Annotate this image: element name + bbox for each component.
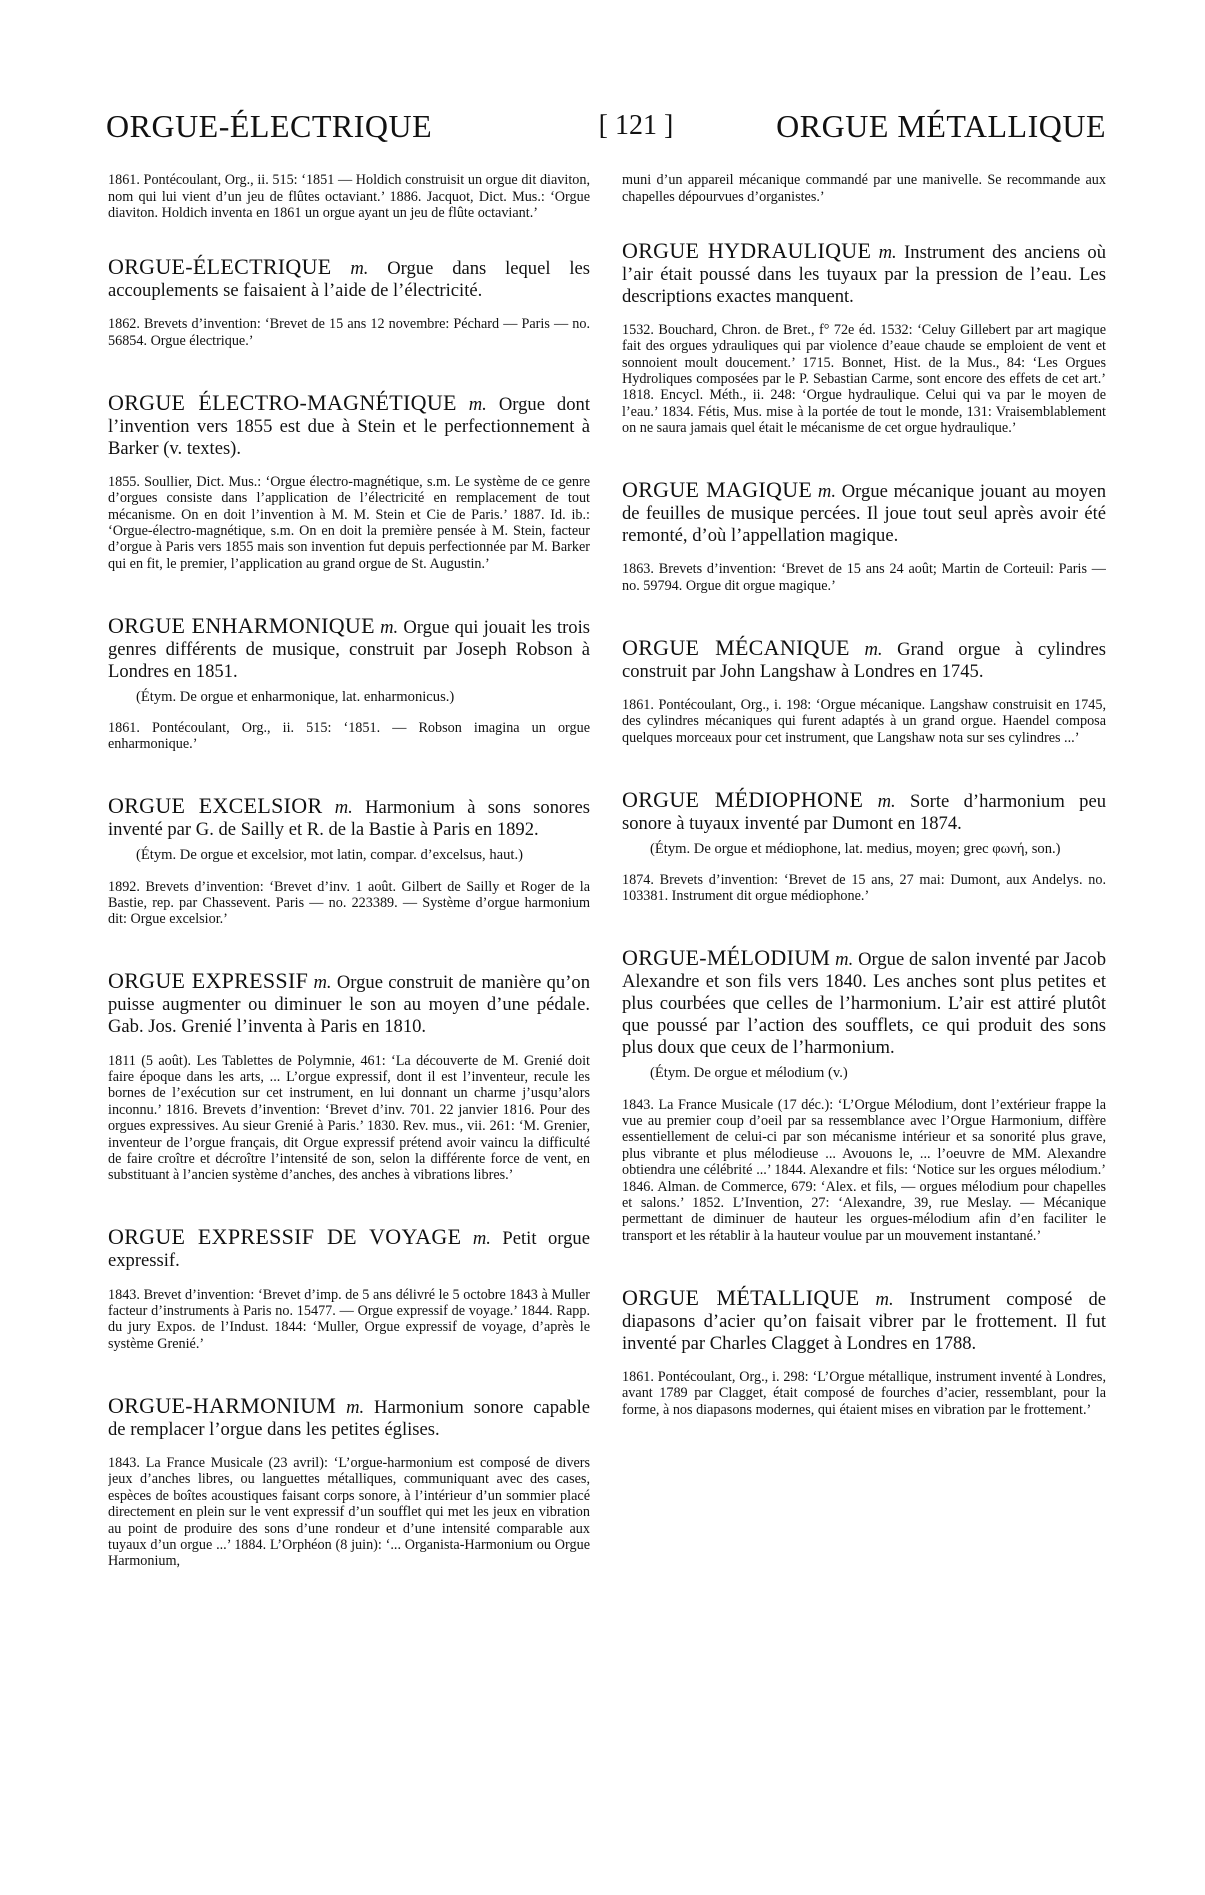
part-of-speech: m. (380, 616, 399, 638)
entry-definition: Orgue mécanique jouant au moyen de feuilles de musique percées. Il joue tout seul après avoir été remonté, d’où l’appellation magique. (622, 481, 1106, 547)
part-of-speech: m. (334, 797, 353, 819)
entry-citation: 1892. Brevets d’invention: ‘Brevet d’inv. 1 août. Gilbert de Sailly et Roger de la Bastie, rep. par Chassevent. Paris — no. 223389. — Système d’orgue harmonium dit: Orgue excelsior.’ (108, 878, 590, 928)
entry-definition: Grand orgue à cylindres construit par John Langshaw à Londres en 1745. (622, 638, 1106, 682)
header-last-entry: ORGUE MÉTALLIQUE (776, 108, 1106, 144)
entry-definition: Harmonium sonore capable de remplacer l’orgue dans les petites églises. (108, 1396, 590, 1440)
entry-definition: Orgue construit de manière qu’on puisse augmenter ou diminuer le son au moyen d’une pédale. Gab. Jos. Grenié l’inventa à Paris en 1810. (108, 972, 590, 1038)
part-of-speech: m. (877, 790, 896, 812)
entry-orgue-excelsior (108, 795, 590, 927)
part-of-speech: m. (835, 949, 854, 971)
entry-citation: 1843. La France Musicale (17 déc.): ‘L’Orgue Mélodium, dont l’extérieur frappe la vue au premier coup d’oeil par sa ressemblance avec l’Orgue Harmonium, diffère essentiellement de celui-ci par son mécanisme intérieur et sa sonorité plus grave, plus vibrante et plus mélodieuse ... Avouons le, ... l’oeuvre de MM. Alexandre obtiendra une célébrité ...’ 1844. Alexandre et fils: ‘Notice sur les orgues mélodium.’ 1846. Alman. de Commerce, 679: ‘Alex. et fils, — orgues mélodium pour chapelles et salons.’ 1852. L’Invention, 27: ‘Alexandre, 39, rue Meslay. — Mécanique permettant de diminuer de hauteur les orgues-mélodium afin d’en faciliter le transport et les rétablir à la hauteur voulue par un mouvement instantané.’ (622, 1096, 1106, 1244)
entry-orgue-electro-magnetique (108, 389, 590, 573)
entry-orgue-harmonium (108, 1392, 590, 1570)
entry-definition: Sorte d’harmonium peu sonore à tuyaux inventé par Dumont en 1874. (622, 790, 1106, 834)
running-header (106, 108, 1106, 152)
entry-citation: 1861. Pontécoulant, Org., i. 298: ‘L’Orgue métallique, instrument inventé à Londres, avant 1789 par Clagget, était composé de fourches d’acier, ressemblant, pour la forme, à nos diapasons modernes, qui étaient mises en vibration par le frottement.’ (622, 1369, 1106, 1418)
entry-headword: ORGUE MÉDIOPHONE (622, 786, 864, 812)
entry-citation: 1532. Bouchard, Chron. de Bret., f° 72e éd. 1532: ‘Celuy Gillebert par art magique fait des orgues ydrauliques qui par violence d’eaue chaude se emploient de vent et sonnoient moult doucement.’ 1715. Bonnet, Hist. de la Mus., 84: ‘Les Orgues Hydroliques composées par le P. Sebastian Carme, sont encore des effets de cet art.’ 1818. Encycl. Méth., ii. 248: ‘Orgue hydraulique. Celui qui va par le moyen de l’eau.’ 1834. Fétis, Mus. mise à la portée de tout le monde, 131: Vraisemblablement on ne saura jamais quel était le mécanisme de cet orgue hydraulique.’ (622, 321, 1106, 437)
entry-headword: ORGUE MÉTALLIQUE (622, 1284, 860, 1310)
part-of-speech: m. (817, 481, 836, 503)
entry-definition: Orgue de salon inventé par Jacob Alexandre et son fils vers 1840. Les anches sont plus petites et plus courbées que celles de l’harmonium. L’air est attiré plutôt que poussé par l’action des soufflets, ce qui produit des sons plus doux que ceux de l’harmonium. (622, 949, 1106, 1059)
entry-citation: 1811 (5 août). Les Tablettes de Polymnie, 461: ‘La découverte de M. Grenié doit faire époque dans les arts, ... L’orgue expressif, dont il est l’inventeur, recule les bornes de l’exécution sur cet instrument, en lui donnant un charme j’usqu’alors inconnu.’ 1816. Brevets d’invention: ‘Brevet d’inv. 701. 22 janvier 1816. Pour des orgues expressives. Au sieur Grenié à Paris.’ 1830. Rev. mus., vii. 261: ‘M. Grenier, inventeur de l’orgue français, dit Orgue expressif prétend avoir vaincu la difficulté de faire croître et décroître l’intensité de son, selon la différente force de vent, en substituant à l’ancien système d’anches, des anches à vibrations libres.’ (108, 1052, 590, 1184)
entry-etymology: (Étym. De orgue et médiophone, lat. medius, moyen; grec φωνή, son.) (650, 840, 1061, 857)
entry-citation: 1862. Brevets d’invention: ‘Brevet de 15 ans 12 novembre: Péchard — Paris — no. 56854. Orgue électrique.’ (108, 316, 590, 349)
part-of-speech: m. (346, 1396, 365, 1418)
entry-orgue-expressif (108, 970, 590, 1183)
entry-headword: ORGUE EXCELSIOR (108, 793, 323, 819)
entry-headword: ORGUE HYDRAULIQUE (622, 237, 872, 263)
entry-definition: Harmonium à sons sonores inventé par G. de Sailly et R. de la Bastie à Paris en 1892. (108, 797, 590, 841)
entry-orgue-magique (622, 479, 1106, 594)
entry-headword: ORGUE ENHARMONIQUE (108, 612, 375, 638)
entry-orgue-hydraulique (622, 237, 1106, 437)
entry-citation: 1843. La France Musicale (23 avril): ‘L’orgue-harmonium est composé de divers jeux d’anches libres, ou languettes métalliques, communiquant avec des cases, espèces de boîtes acoustiques faisant corps sonore, à l’intérieur d’un sommier placé directement en plein sur le vent expressif d’un soufflet qui met les jeux en vibration au point de produire des sons d’une rondeur et d’une intensité comparable aux tuyaux d’un orgue ...’ 1884. L’Orphéon (8 juin): ‘... Organista-Harmonium ou Orgue Harmonium, (108, 1455, 590, 1570)
entry-citation: 1874. Brevets d’invention: ‘Brevet de 15 ans, 27 mai: Dumont, aux Andelys. no. 103381. Instrument dit orgue médiophone.’ (622, 872, 1106, 905)
entry-etymology: (Étym. De orgue et mélodium (v.) (650, 1065, 848, 1082)
part-of-speech: m. (313, 972, 332, 994)
left-column (108, 158, 590, 1878)
entry-definition: Orgue dans lequel les accouplements se faisaient à l’aide de l’électricité. (108, 258, 590, 301)
part-of-speech: m. (350, 258, 369, 279)
entry-orgue-enharmonique (108, 612, 590, 753)
entry-headword: ORGUE-MÉLODIUM (622, 945, 831, 971)
continued-citation: muni d’un appareil mécanique commandé par une manivelle. Se recommande aux chapelles dépourvues d’organistes.’ (622, 172, 1106, 205)
entry-headword: ORGUE-HARMONIUM (108, 1392, 337, 1418)
entry-definition: Instrument composé de diapasons d’acier qu’on faisait vibrer par le frottement. Il fut inventé par Charles Clagget à Londres en 1788. (622, 1288, 1106, 1354)
entry-orgue-metallique (622, 1284, 1106, 1418)
right-column (622, 158, 1106, 1878)
entry-orgue-expressif-de-voyage (108, 1226, 590, 1352)
entry-citation: 1861. Pontécoulant, Org., i. 198: ‘Orgue mécanique. Langshaw construisit en 1745, des cylindres mécaniques qui furent adaptés à un grand orgue. Haendel composa quelques morceaux pour cet instrument, que Langshaw nota sur ses cylindres ...’ (622, 697, 1106, 746)
entry-orgue-mecanique (622, 634, 1106, 746)
continued-citation: 1861. Pontécoulant, Org., ii. 515: ‘1851 — Holdich construisit un orgue dit diaviton, nom qui lui vient d’un jeu de flûtes octaviant.’ 1886. Jacquot, Dict. Mus.: ‘Orgue diaviton. Holdich inventa en 1861 un orgue ayant un jeu de flûte octaviant.’ (108, 172, 590, 221)
part-of-speech: m. (878, 241, 897, 263)
entry-citation: 1855. Soullier, Dict. Mus.: ‘Orgue électro-magnétique, s.m. Le système de ce genre d’orgues consiste dans l’application de l’électricité en remplacement de tout mécanisme. On en doit l’invention à M. M. Stein et Cie de Paris.’ 1887. Id. ib.: ‘Orgue-électro-magnétique, s.m. On en doit la première pensée à M. Stein, facteur d’orgue à Paris vers 1855 mais son invention fut depuis perfectionnée par M. Barker qui en fit, le premier, l’application au grand orgue de St. Augustin.’ (108, 473, 590, 572)
entry-citation: 1843. Brevet d’invention: ‘Brevet d’imp. de 5 ans délivré le 5 octobre 1843 à Muller facteur d’instruments à Paris no. 15477. — Orgue expressif de voyage.’ 1844. Rapp. du jury Expos. de l’Indust. 1844: ‘Muller, Orgue expressif de voyage, d’après le système Grenié.’ (108, 1286, 590, 1352)
page-number: [ 121 ] (598, 110, 674, 141)
header-first-entry: ORGUE-ÉLECTRIQUE (106, 108, 433, 144)
entry-definition: Orgue qui jouait les trois genres différents de musique, construit par Joseph Robson à Londres en 1851. (108, 616, 590, 682)
part-of-speech: m. (864, 638, 883, 660)
part-of-speech: m. (472, 1228, 491, 1250)
entry-orgue-mediophone (622, 786, 1106, 905)
entry-etymology: (Étym. De orgue et excelsior, mot latin, compar. d’excelsus, haut.) (136, 847, 523, 864)
entry-orgue-melodium (622, 947, 1106, 1244)
entry-headword: ORGUE MAGIQUE (622, 477, 813, 503)
part-of-speech: m. (468, 393, 487, 415)
entry-headword: ORGUE EXPRESSIF DE VOYAGE (108, 1224, 462, 1250)
entry-etymology: (Étym. De orgue et enharmonique, lat. enharmonicus.) (136, 688, 455, 705)
entry-headword: ORGUE MÉCANIQUE (622, 634, 850, 660)
entry-definition: Orgue dont l’invention vers 1855 est due à Stein et le perfectionnement à Barker (v. textes). (108, 393, 590, 459)
entry-orgue-electrique (108, 256, 590, 349)
entry-headword: ORGUE ÉLECTRO-MAGNÉTIQUE (108, 389, 457, 415)
entry-headword: ORGUE EXPRESSIF (108, 968, 309, 994)
entry-headword: ORGUE-ÉLECTRIQUE (108, 254, 332, 279)
entry-citation: 1861. Pontécoulant, Org., ii. 515: ‘1851. — Robson imagina un orgue enharmonique.’ (108, 720, 590, 753)
entry-definition: Instrument des anciens où l’air était poussé dans les tuyaux par la pression de l’eau. Les descriptions exactes manquent. (622, 241, 1106, 307)
part-of-speech: m. (875, 1288, 894, 1310)
entry-definition: Petit orgue expressif. (108, 1228, 590, 1272)
entry-citation: 1863. Brevets d’invention: ‘Brevet de 15 ans 24 août; Martin de Corteuil: Paris — no. 59794. Orgue dit orgue magique.’ (622, 561, 1106, 594)
